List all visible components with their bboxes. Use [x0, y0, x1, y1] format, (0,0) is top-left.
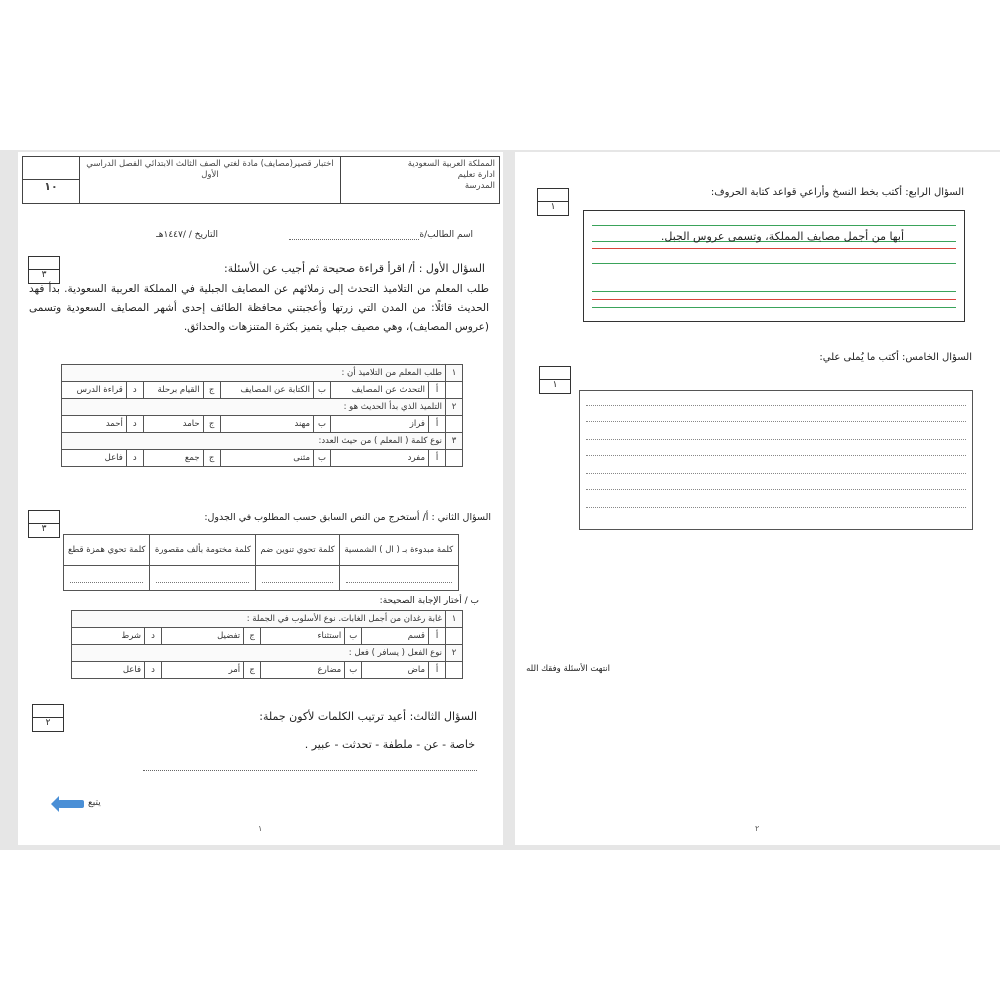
q3-words: خاصة - عن - ملطفة - تحدثت - عبير . [304, 738, 475, 751]
question-number: ٣ [446, 433, 463, 450]
q4-title: السؤال الرابع: أكتب بخط النسخ وأراعي قواعد كتابة الحروف: [710, 187, 964, 198]
ending-message: انتهت الأسئلة وفقك الله [526, 664, 610, 674]
header-total-score [23, 157, 79, 203]
option-text[interactable]: القيام برحلة [143, 382, 203, 399]
exam-header [22, 156, 500, 204]
question-text: التلميذ الذي بدأ الحديث هو : [62, 399, 446, 416]
question-number: ١ [446, 611, 463, 628]
question-row [62, 365, 463, 382]
q5-score-box [539, 366, 571, 394]
options-row-spacer [446, 382, 463, 399]
option-letter: أ [429, 662, 446, 679]
question-row [62, 433, 463, 450]
option-letter: ب [345, 628, 362, 645]
q4-score-box [537, 188, 569, 216]
option-text[interactable]: مثنى [220, 450, 313, 467]
option-text[interactable]: قسم [362, 628, 429, 645]
answer-dotted-line [346, 582, 452, 583]
option-text[interactable]: مضارع [261, 662, 345, 679]
extract-header-cell: كلمة مبدوءة بـ ( ال ) الشمسية [339, 535, 458, 566]
options-row [72, 628, 463, 645]
option-letter: د [126, 382, 143, 399]
question-row [72, 611, 463, 628]
option-text[interactable]: أحمد [62, 416, 127, 433]
option-letter: د [145, 628, 162, 645]
q2-mcq-table [71, 610, 463, 679]
q2-score-value: ٣ [41, 524, 47, 534]
date-label: التاريخ / /١٤٤٧هـ [156, 230, 218, 240]
student-name-row [289, 230, 473, 240]
answer-dotted-line [156, 582, 249, 583]
next-page-label: يتبع [88, 798, 101, 808]
q1-passage: طلب المعلم من التلاميذ التحدث إلى زملائهم عن المصايف الجبلية في المملكة العربية السعودية. بدأ فهد الحديث قائلًا: من المدن التي زرتها وأعجبتني محافظة الطائف إحدى أشهر المصايف السعودية وتسمى (عروس المصايف)، وهي مصيف جبلي يتميز بكثرة المتنزهات والحدائق. [29, 283, 489, 333]
q1-mcq-table [61, 364, 463, 467]
options-row-spacer [446, 450, 463, 467]
answer-dotted-line [70, 582, 143, 583]
question-text: نوع الفعل ( يسافر ) فعل : [72, 645, 446, 662]
options-row [62, 382, 463, 399]
q1-score-value: ٣ [41, 270, 47, 280]
options-row-spacer [446, 628, 463, 645]
option-letter: ب [314, 416, 331, 433]
options-row-spacer [446, 416, 463, 433]
option-letter: ج [203, 382, 220, 399]
question-number: ٢ [446, 399, 463, 416]
option-text[interactable]: شرط [72, 628, 145, 645]
extract-answer-cell[interactable] [150, 566, 256, 591]
q2-extract-table [63, 534, 459, 591]
option-text[interactable]: حامد [143, 416, 203, 433]
q1-title: السؤال الأول : أ/ اقرأ قراءة صحيحة ثم أجيب عن الأسئلة: [224, 262, 485, 275]
q5-title: السؤال الخامس: أكتب ما يُملى علي: [819, 352, 972, 363]
page-number-2: ٢ [755, 824, 760, 833]
options-row [62, 450, 463, 467]
option-text[interactable]: جمع [143, 450, 203, 467]
extract-header-row [64, 535, 459, 566]
option-letter: ج [203, 416, 220, 433]
q2-score-box [28, 510, 60, 538]
option-letter: د [126, 450, 143, 467]
extract-answer-row [64, 566, 459, 591]
q4-model-sentence: أبها من أجمل مصايف المملكة، وتسمى عروس الجبل. [660, 230, 904, 243]
extract-answer-cell[interactable] [256, 566, 339, 591]
arrow-left-icon [58, 800, 84, 808]
option-letter: أ [429, 416, 446, 433]
q2-b-title: ب / أختار الإجابة الصحيحة: [379, 596, 479, 606]
question-row [72, 645, 463, 662]
extract-header-cell: كلمة مختومة بألف مقصورة [150, 535, 256, 566]
option-text[interactable]: فاعل [72, 662, 145, 679]
q4-score-value: ١ [550, 202, 556, 212]
question-text: طلب المعلم من التلاميذ أن : [62, 365, 446, 382]
option-text[interactable]: فاعل [62, 450, 127, 467]
option-text[interactable]: قراءة الدرس [62, 382, 127, 399]
kingdom-label: المملكة العربية السعودية [407, 159, 495, 169]
options-row-spacer [446, 662, 463, 679]
answer-dotted-line [262, 582, 332, 583]
option-letter: ب [314, 450, 331, 467]
student-name-blank[interactable] [289, 230, 419, 240]
question-row [62, 399, 463, 416]
option-text[interactable]: أمر [162, 662, 244, 679]
q3-score-box [32, 704, 64, 732]
option-text[interactable]: الكتابة عن المصايف [220, 382, 313, 399]
q3-answer-line[interactable] [143, 770, 477, 771]
question-number: ٢ [446, 645, 463, 662]
option-text[interactable]: مهند [220, 416, 313, 433]
extract-header-cell: كلمة تحوي همزة قطع [64, 535, 150, 566]
page-2 [515, 152, 1000, 845]
student-name-label: اسم الطالب/ة [419, 230, 473, 240]
option-letter: د [126, 416, 143, 433]
school-label: المدرسة [464, 181, 495, 191]
q4-writing-box[interactable] [583, 210, 965, 322]
question-number: ١ [446, 365, 463, 382]
option-letter: أ [429, 628, 446, 645]
q2-title: السؤال الثاني : أ/ أستخرج من النص السابق حسب المطلوب في الجدول: [204, 512, 491, 523]
admin-label: ادارة تعليم [457, 170, 495, 180]
q5-writing-box[interactable] [579, 390, 973, 530]
total-score-value: ١٠ [44, 180, 58, 193]
question-text: غابة رغدان من أجمل الغابات. نوع الأسلوب في الجملة : [72, 611, 446, 628]
option-text[interactable]: فراز [331, 416, 429, 433]
option-letter: ج [244, 628, 261, 645]
q5-score-value: ١ [552, 380, 558, 390]
q3-title: السؤال الثالث: أعيد ترتيب الكلمات لأكون جملة: [259, 710, 477, 723]
header-exam-title: اختبار قصير(مصايف) مادة لغتي الصف الثالث الابتدائي الفصل الدراسي الأول [79, 157, 340, 203]
options-row [72, 662, 463, 679]
extract-answer-cell[interactable] [64, 566, 150, 591]
option-letter: أ [429, 382, 446, 399]
question-text: نوع كلمة ( المعلم ) من حيث العدد: [62, 433, 446, 450]
option-text[interactable]: استثناء [261, 628, 345, 645]
option-text[interactable]: التحدث عن المصايف [331, 382, 429, 399]
option-letter: ب [314, 382, 331, 399]
option-letter: د [145, 662, 162, 679]
extract-header-cell: كلمة تحوي تنوين ضم [256, 535, 339, 566]
option-letter: ب [345, 662, 362, 679]
page-number-1: ١ [258, 824, 263, 833]
page-1 [18, 152, 503, 845]
option-text[interactable]: تفضيل [162, 628, 244, 645]
q3-score-value: ٢ [45, 718, 51, 728]
option-letter: ج [244, 662, 261, 679]
option-letter: أ [429, 450, 446, 467]
option-text[interactable]: ماض [362, 662, 429, 679]
option-text[interactable]: مفرد [331, 450, 429, 467]
header-school-info [340, 157, 499, 203]
options-row [62, 416, 463, 433]
option-letter: ج [203, 450, 220, 467]
extract-answer-cell[interactable] [339, 566, 458, 591]
